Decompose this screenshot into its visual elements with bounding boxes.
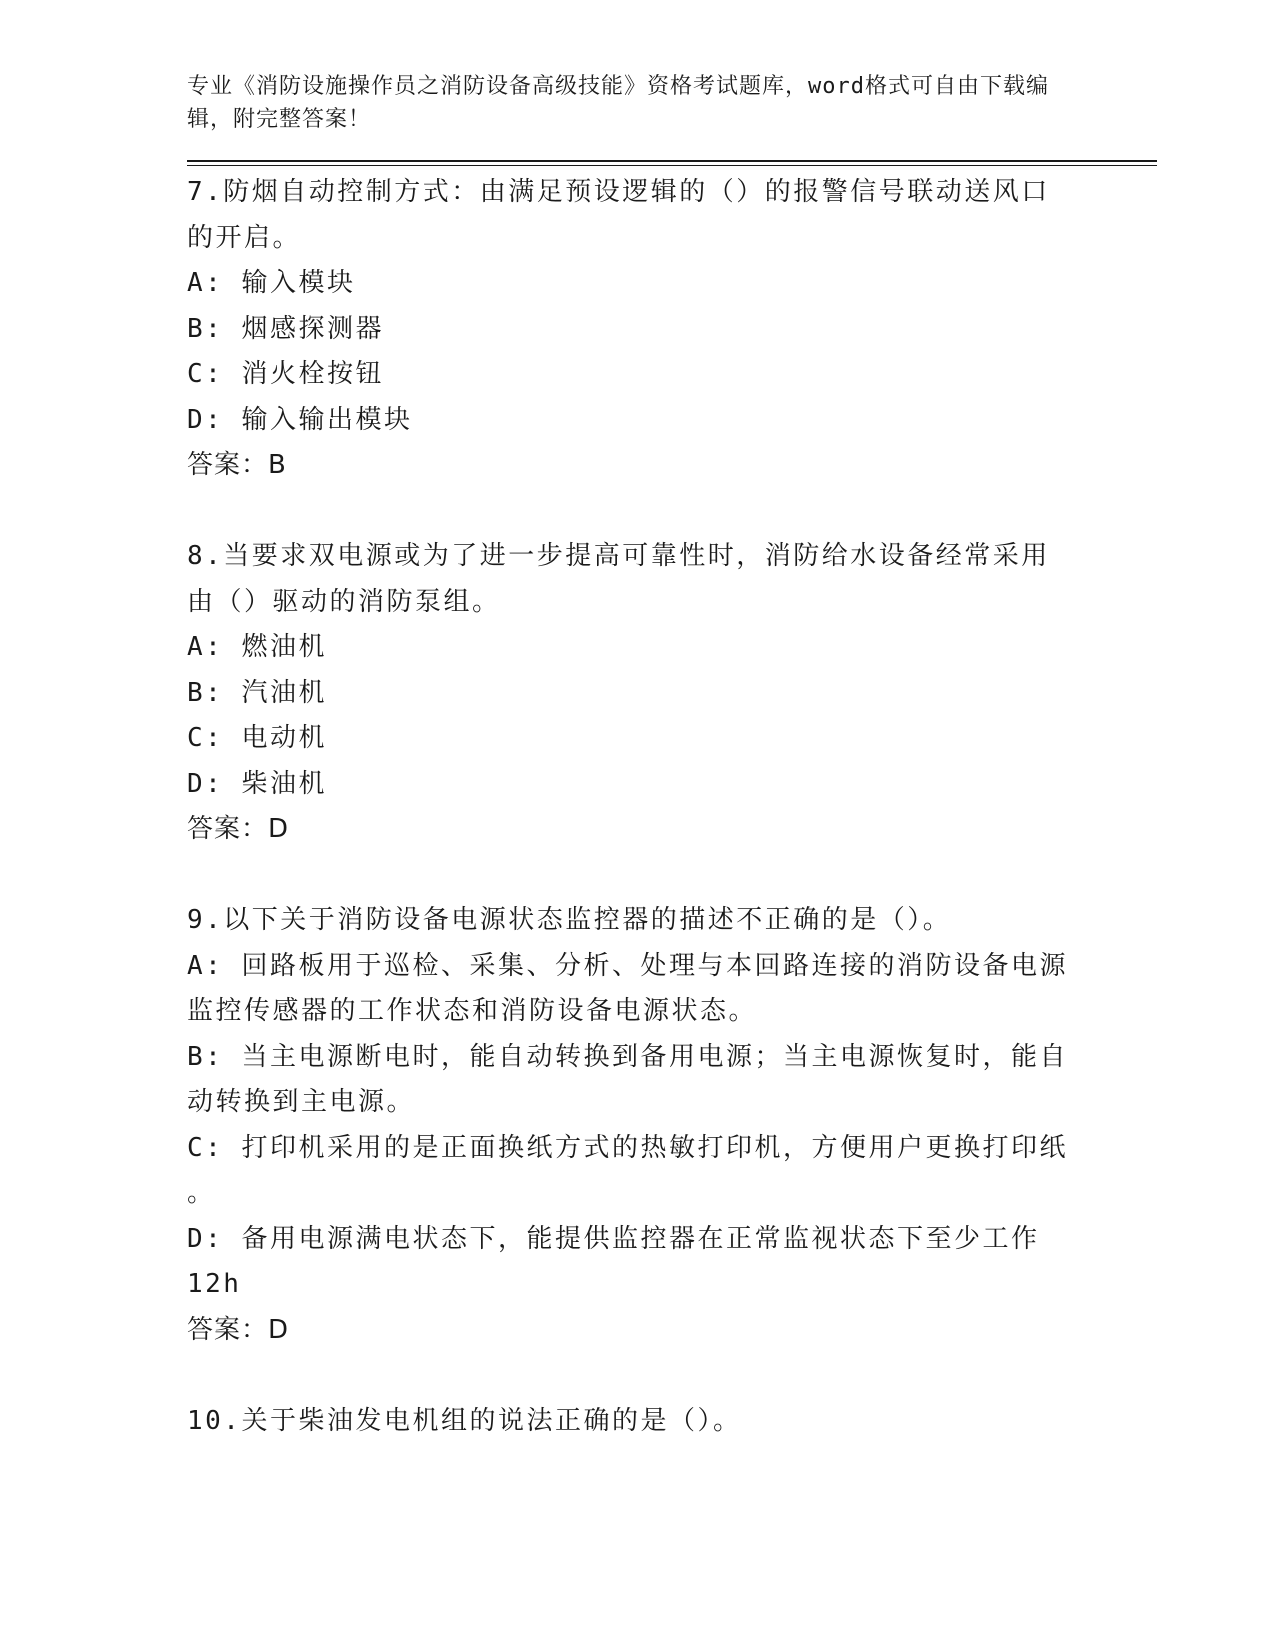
question-9 xyxy=(187,898,1087,1353)
header-rule-thick xyxy=(187,160,1157,162)
answer-line: 答案：B xyxy=(187,450,287,480)
question-stem: 8.当要求双电源或为了进一步提高可靠性时，消防给水设备经常采用 由（）驱动的消防泵组。 xyxy=(187,541,1050,617)
option-d: D: 输入输出模块 xyxy=(187,404,413,435)
answer-line: 答案：D xyxy=(187,814,290,844)
header-rule-thin xyxy=(187,165,1157,166)
question-stem: 10.关于柴油发电机组的说法正确的是（）。 xyxy=(187,1405,742,1436)
question-stem: 7.防烟自动控制方式：由满足预设逻辑的（）的报警信号联动送风口 的开启。 xyxy=(187,177,1050,253)
question-list xyxy=(187,170,1157,1444)
question-10 xyxy=(187,1399,1087,1445)
question-gap xyxy=(187,853,1157,899)
option-a: A: 燃油机 xyxy=(187,632,327,662)
answer-line: 答案：D xyxy=(187,1314,290,1345)
header-divider xyxy=(187,160,1157,166)
option-b: B: 汽油机 xyxy=(187,677,327,708)
question-7 xyxy=(187,170,1087,489)
option-a: A: 回路板用于巡检、采集、分析、处理与本回路连接的消防设备电源 监控传感器的工作状态和消防设备电源状态。 xyxy=(187,950,1068,1026)
document-header: 专业《消防设施操作员之消防设备高级技能》资格考试题库，word格式可自由下载编辑，附完整答案！ xyxy=(187,74,1049,132)
question-stem: 9.以下关于消防设备电源状态监控器的描述不正确的是（）。 xyxy=(187,905,952,935)
question-gap xyxy=(187,489,1157,535)
option-a: A: 输入模块 xyxy=(187,268,356,298)
option-d: D: 柴油机 xyxy=(187,768,327,799)
option-b: B: 烟感探测器 xyxy=(187,313,384,344)
option-c: C: 电动机 xyxy=(187,723,327,753)
option-b: B: 当主电源断电时，能自动转换到备用电源；当主电源恢复时，能自 动转换到主电源。 xyxy=(187,1041,1068,1117)
question-gap xyxy=(187,1353,1157,1399)
option-c: C: 打印机采用的是正面换纸方式的热敏打印机，方便用户更换打印纸 。 xyxy=(187,1132,1068,1208)
question-8 xyxy=(187,534,1087,853)
option-c: C: 消火栓按钮 xyxy=(187,359,384,389)
document-page xyxy=(187,70,1157,1444)
option-d: D: 备用电源满电状态下，能提供监控器在正常监视状态下至少工作 12h xyxy=(187,1223,1040,1299)
